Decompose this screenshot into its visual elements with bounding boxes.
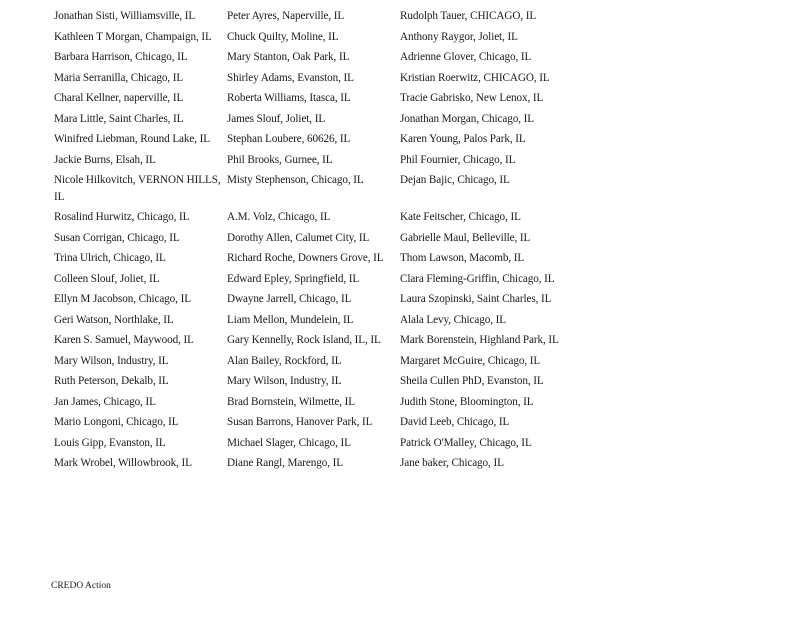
signer-row (52, 70, 572, 91)
signer-entry: Karen Young, Palos Park, IL (400, 133, 526, 145)
signer-table-body (52, 8, 572, 476)
signer-entry: Jackie Burns, Elsah, IL (54, 153, 156, 166)
signer-row (52, 455, 572, 476)
signer-row (52, 332, 572, 353)
signer-entry: Gabrielle Maul, Belleville, IL (400, 231, 531, 244)
signer-row (52, 271, 572, 292)
signer-row (52, 131, 572, 152)
signer-entry: Maria Serranilla, Chicago, IL (54, 71, 184, 84)
signer-entry: Thom Lawson, Macomb, IL (400, 252, 525, 264)
signer-row (52, 353, 572, 374)
signer-row (52, 230, 572, 251)
signer-entry: Charal Kellner, naperville, IL (54, 92, 184, 104)
footer-source: CREDO Action (51, 581, 111, 591)
signer-entry: Tracie Gabrisko, New Lenox, IL (400, 92, 544, 104)
signer-entry: Trina Ulrich, Chicago, IL (54, 252, 166, 264)
signer-row (52, 8, 572, 29)
signer-entry: Karen S. Samuel, Maywood, IL (54, 334, 194, 346)
signer-row (52, 312, 572, 333)
signer-entry: Diane Rangl, Marengo, IL (227, 457, 343, 469)
signer-table (52, 8, 572, 476)
signer-entry: Alan Bailey, Rockford, IL (227, 354, 342, 367)
signer-entry: Patrick O'Malley, Chicago, IL (400, 436, 532, 449)
signer-entry: Jane baker, Chicago, IL (400, 457, 504, 469)
signer-row (52, 111, 572, 132)
signer-entry: Stephan Loubere, 60626, IL (227, 133, 351, 145)
signer-entry: Margaret McGuire, Chicago, IL (400, 354, 541, 367)
signer-row (52, 414, 572, 435)
signer-entry: Mark Borenstein, Highland Park, IL (400, 334, 559, 346)
signer-entry: A.M. Volz, Chicago, IL (227, 211, 331, 223)
signer-row (52, 90, 572, 111)
signer-entry: Judith Stone, Bloomington, IL (400, 395, 534, 408)
signer-entry: Mark Wrobel, Willowbrook, IL (54, 457, 192, 469)
signer-entry: Roberta Williams, Itasca, IL (227, 92, 351, 104)
signer-entry: Edward Epley, Springfield, IL (227, 272, 360, 285)
signer-entry: Dorothy Allen, Calumet City, IL (227, 231, 370, 244)
signer-entry: Sheila Cullen PhD, Evanston, IL (400, 375, 544, 387)
signer-row (52, 209, 572, 230)
signer-entry: Jan James, Chicago, IL (54, 395, 156, 408)
signer-entry: Phil Fournier, Chicago, IL (400, 153, 516, 166)
signer-entry: Kate Feitscher, Chicago, IL (400, 211, 521, 223)
signer-entry: Kathleen T Morgan, Champaign, IL (54, 30, 212, 43)
signer-entry: Susan Barrons, Hanover Park, IL (227, 416, 373, 428)
signer-entry: Laura Szopinski, Saint Charles, IL (400, 293, 552, 305)
signer-entry: Adrienne Glover, Chicago, IL (400, 51, 532, 63)
signer-row (52, 152, 572, 173)
signer-row (52, 373, 572, 394)
signer-entry: Mary Wilson, Industry, IL (227, 375, 342, 387)
signer-entry: James Slouf, Joliet, IL (227, 112, 326, 125)
signer-entry: Kristian Roerwitz, CHICAGO, IL (400, 71, 550, 84)
signer-row (52, 49, 572, 70)
signer-entry: Ellyn M Jacobson, Chicago, IL (54, 293, 191, 305)
signer-row (52, 291, 572, 312)
signer-entry: Nicole Hilkovitch, VERNON HILLS, IL (54, 174, 221, 203)
signer-row (52, 394, 572, 415)
signer-entry: Dejan Bajic, Chicago, IL (400, 174, 510, 186)
signer-entry: Mario Longoni, Chicago, IL (54, 416, 179, 428)
signer-row (52, 250, 572, 271)
signer-row (52, 29, 572, 50)
signer-entry: Clara Fleming-Griffin, Chicago, IL (400, 272, 555, 285)
signer-entry: Gary Kennelly, Rock Island, IL, IL (227, 334, 381, 346)
signer-entry: Louis Gipp, Evanston, IL (54, 436, 166, 449)
signer-entry: Rosalind Hurwitz, Chicago, IL (54, 211, 190, 223)
signer-entry: Peter Ayres, Naperville, IL (227, 10, 345, 22)
signer-entry: Brad Bornstein, Wilmette, IL (227, 395, 355, 408)
signer-entry: Shirley Adams, Evanston, IL (227, 71, 354, 84)
signer-entry: Chuck Quilty, Moline, IL (227, 30, 339, 43)
signer-entry: Michael Slager, Chicago, IL (227, 436, 351, 449)
signer-entry: Mara Little, Saint Charles, IL (54, 112, 184, 125)
signer-entry: Alala Levy, Chicago, IL (400, 313, 507, 326)
signer-entry: Colleen Slouf, Joliet, IL (54, 272, 160, 285)
signer-entry: Ruth Peterson, Dekalb, IL (54, 375, 169, 387)
signer-entry: Phil Brooks, Gurnee, IL (227, 153, 333, 166)
signer-entry: Richard Roche, Downers Grove, IL (227, 252, 384, 264)
signer-entry: Geri Watson, Northlake, IL (54, 313, 174, 326)
signer-entry: Barbara Harrison, Chicago, IL (54, 51, 188, 63)
signer-entry: Misty Stephenson, Chicago, IL (227, 174, 364, 186)
signer-entry: Mary Stanton, Oak Park, IL (227, 51, 350, 63)
signer-entry: Susan Corrigan, Chicago, IL (54, 231, 180, 244)
signer-row (52, 435, 572, 456)
signer-entry: Rudolph Tauer, CHICAGO, IL (400, 10, 537, 22)
signer-entry: Dwayne Jarrell, Chicago, IL (227, 293, 352, 305)
signer-entry: Winifred Liebman, Round Lake, IL (54, 133, 211, 145)
signer-entry: Anthony Raygor, Joliet, IL (400, 30, 518, 43)
signer-entry: Mary Wilson, Industry, IL (54, 354, 169, 367)
signer-entry: David Leeb, Chicago, IL (400, 416, 510, 428)
signer-entry: Jonathan Morgan, Chicago, IL (400, 112, 535, 125)
signer-entry: Liam Mellon, Mundelein, IL (227, 313, 354, 326)
signer-entry: Jonathan Sisti, Williamsville, IL (54, 10, 196, 22)
signer-row (52, 172, 572, 209)
